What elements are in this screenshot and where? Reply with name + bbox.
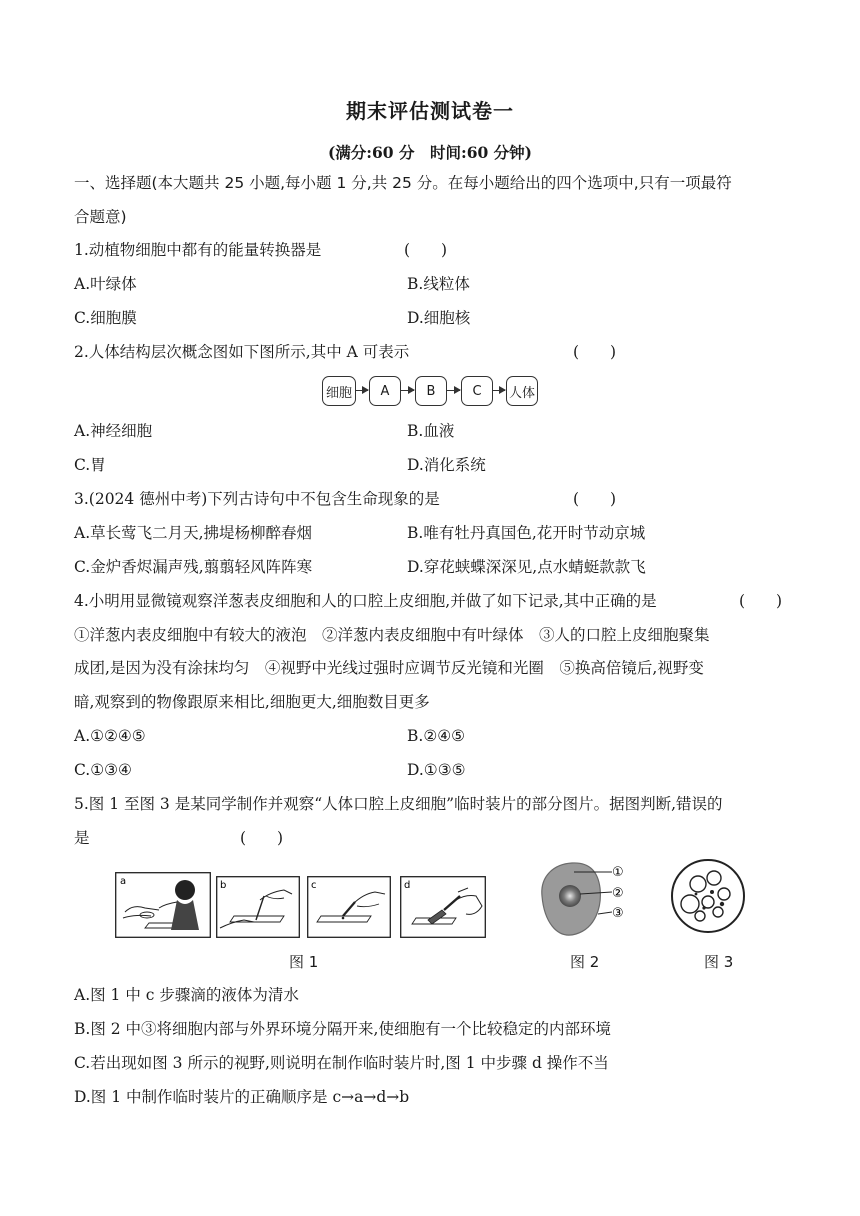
q3-option-b: B.唯有牡丹真国色,花开时节动京城 xyxy=(407,524,646,542)
q4-option-a: A.①②④⑤ xyxy=(74,727,146,745)
diagram-node-cell: 细胞 xyxy=(322,376,356,406)
q5-option-a: A.图 1 中 c 步骤滴的液体为清水 xyxy=(74,986,299,1004)
fig1-panel-d xyxy=(400,876,486,938)
q4-option-d: D.①③⑤ xyxy=(407,761,466,779)
question-1-stem: 1.动植物细胞中都有的能量转换器是 xyxy=(74,241,322,259)
question-5-stem-cont: 是 xyxy=(74,829,90,847)
q1-option-b: B.线粒体 xyxy=(407,275,470,293)
cell-nucleus xyxy=(559,885,581,907)
q3-option-a: A.草长莺飞二月天,拂堤杨柳醉春烟 xyxy=(74,524,313,542)
q5-option-d: D.图 1 中制作临时装片的正确顺序是 c→a→d→b xyxy=(74,1088,410,1106)
question-5-stem: 5.图 1 至图 3 是某同学制作并观察“人体口腔上皮细胞”临时装片的部分图片。据图判断,错误的 xyxy=(74,795,723,813)
question-4-body-1: ①洋葱内表皮细胞中有较大的液泡 ②洋葱内表皮细胞中有叶绿体 ③人的口腔上皮细胞聚集 xyxy=(74,626,710,644)
page-title: 期末评估测试卷一 xyxy=(346,99,514,123)
q2-option-b: B.血液 xyxy=(407,422,455,440)
diagram-arrow xyxy=(493,390,505,391)
answer-paren: ( ) xyxy=(240,829,284,847)
figure-2-caption: 图 2 xyxy=(570,953,600,971)
cell-label-2: ② xyxy=(612,886,624,901)
q1-option-c: C.细胞膜 xyxy=(74,309,137,327)
panel-letter-a: a xyxy=(120,876,127,887)
cell-label-1: ① xyxy=(612,865,624,880)
diagram-node-c: C xyxy=(461,376,493,406)
fig1-panel-a xyxy=(115,872,211,938)
fig1-panel-b xyxy=(216,876,300,938)
answer-paren: ( ) xyxy=(739,592,783,610)
diagram-node-b: B xyxy=(415,376,447,406)
question-2-stem: 2.人体结构层次概念图如下图所示,其中 A 可表示 xyxy=(74,343,410,361)
figure-3-caption: 图 3 xyxy=(704,953,734,971)
diagram-arrow xyxy=(401,390,414,391)
q2-option-a: A.神经细胞 xyxy=(74,422,153,440)
diagram-arrow xyxy=(356,390,368,391)
question-4-stem: 4.小明用显微镜观察洋葱表皮细胞和人的口腔上皮细胞,并做了如下记录,其中正确的是 xyxy=(74,592,657,610)
page-subtitle: (满分:60 分 时间:60 分钟) xyxy=(327,143,533,162)
fig2-cell-diagram xyxy=(532,858,632,942)
figure-1-caption: 图 1 xyxy=(289,953,319,971)
fig1-panel-c xyxy=(307,876,391,938)
diagram-arrow xyxy=(447,390,460,391)
diagram-node-body: 人体 xyxy=(506,376,538,406)
question-4-body-3: 暗,观察到的物像跟原来相比,细胞更大,细胞数目更多 xyxy=(74,693,430,711)
answer-paren: ( ) xyxy=(573,490,617,508)
q2-option-c: C.胃 xyxy=(74,456,106,474)
panel-letter-c: c xyxy=(311,880,317,891)
question-4-body-2: 成团,是因为没有涂抹均匀 ④视野中光线过强时应调节反光镜和光圈 ⑤换高倍镜后,视野变 xyxy=(74,659,704,677)
q1-option-a: A.叶绿体 xyxy=(74,275,137,293)
q4-option-b: B.②④⑤ xyxy=(407,727,466,745)
q5-option-b: B.图 2 中③将细胞内部与外界环境分隔开来,使细胞有一个比较稳定的内部环境 xyxy=(74,1020,611,1038)
fig3-microscope-field xyxy=(668,856,748,936)
q3-option-c: C.金炉香烬漏声残,翦翦轻风阵阵寒 xyxy=(74,558,313,576)
section-heading-cont: 合题意) xyxy=(74,208,127,226)
answer-paren: ( ) xyxy=(404,241,448,259)
cell-label-3: ③ xyxy=(612,906,624,921)
q2-option-d: D.消化系统 xyxy=(407,456,486,474)
answer-paren: ( ) xyxy=(573,343,617,361)
q4-option-c: C.①③④ xyxy=(74,761,132,779)
panel-letter-d: d xyxy=(404,880,411,891)
section-heading: 一、选择题(本大题共 25 小题,每小题 1 分,共 25 分。在每小题给出的四个选项中,只有一项最符 xyxy=(74,174,732,192)
diagram-node-a: A xyxy=(369,376,401,406)
q3-option-d: D.穿花蛱蝶深深见,点水蜻蜓款款飞 xyxy=(407,558,646,576)
q1-option-d: D.细胞核 xyxy=(407,309,471,327)
question-3-stem: 3.(2024 德州中考)下列古诗句中不包含生命现象的是 xyxy=(74,490,440,508)
panel-letter-b: b xyxy=(220,880,227,891)
q5-option-c: C.若出现如图 3 所示的视野,则说明在制作临时装片时,图 1 中步骤 d 操作不当 xyxy=(74,1054,609,1072)
